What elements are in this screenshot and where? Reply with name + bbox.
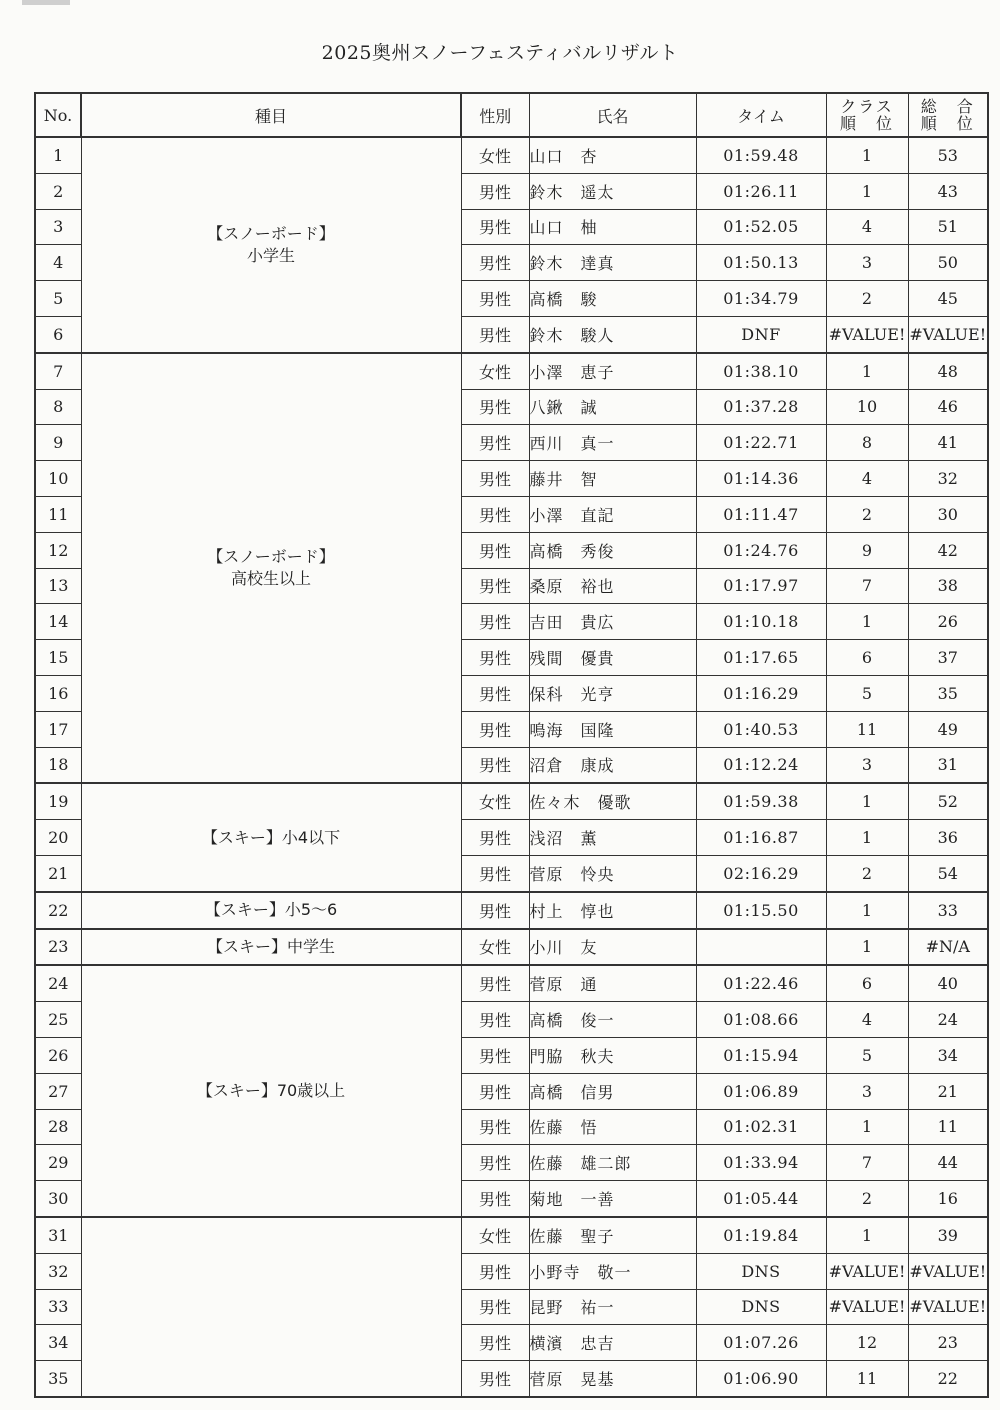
gender-cell: 男性 [461, 173, 529, 209]
time-cell: 01:17.97 [696, 568, 826, 604]
gender-cell: 男性 [461, 496, 529, 532]
row-number: 11 [35, 496, 81, 532]
name-cell: 村上 惇也 [529, 892, 696, 929]
header-class-rank-line2: 順 位 [839, 114, 894, 133]
row-number: 5 [35, 281, 81, 317]
event-category-line1: 【スキー】小4以下 [201, 827, 341, 847]
name-cell: 桑原 裕也 [529, 568, 696, 604]
name-cell: 高橋 秀俊 [529, 532, 696, 568]
name-cell: 藤井 智 [529, 461, 696, 497]
event-category-line2: 小学生 [246, 245, 295, 265]
class-rank-cell: 1 [826, 929, 908, 966]
class-rank-cell: 3 [826, 245, 908, 281]
scan-mark [22, 0, 70, 5]
row-number: 6 [35, 316, 81, 352]
class-rank-cell: #VALUE! [826, 316, 908, 352]
gender-cell: 男性 [461, 640, 529, 676]
name-cell: 小澤 恵子 [529, 353, 696, 389]
class-rank-cell: 2 [826, 1181, 908, 1217]
header-gender: 性別 [461, 93, 529, 137]
gender-cell: 男性 [461, 1361, 529, 1397]
table-row [35, 783, 988, 819]
row-number: 2 [35, 173, 81, 209]
overall-rank-cell: 39 [908, 1217, 988, 1253]
overall-rank-cell: 48 [908, 353, 988, 389]
overall-rank-cell: 52 [908, 783, 988, 819]
name-cell: 門脇 秋夫 [529, 1037, 696, 1073]
overall-rank-cell: 36 [908, 820, 988, 856]
time-cell: 01:16.87 [696, 820, 826, 856]
class-rank-cell: 3 [826, 1073, 908, 1109]
class-rank-cell: 4 [826, 461, 908, 497]
row-number: 28 [35, 1109, 81, 1145]
name-cell: 小野寺 敬一 [529, 1253, 696, 1289]
overall-rank-cell: 42 [908, 532, 988, 568]
row-number: 29 [35, 1145, 81, 1181]
event-category-line1: 【スノーボード】 [207, 547, 335, 567]
overall-rank-cell: 50 [908, 245, 988, 281]
table-row [35, 1217, 988, 1253]
time-cell: 01:07.26 [696, 1325, 826, 1361]
class-rank-cell: 6 [826, 965, 908, 1001]
event-category [81, 965, 461, 1217]
time-cell: 01:52.05 [696, 209, 826, 245]
row-number: 32 [35, 1253, 81, 1289]
event-category-line1: 【スノーボード】 [207, 223, 335, 243]
overall-rank-cell: 23 [908, 1325, 988, 1361]
class-rank-cell: 1 [826, 604, 908, 640]
overall-rank-cell: 34 [908, 1037, 988, 1073]
name-cell: 佐藤 悟 [529, 1109, 696, 1145]
row-number: 24 [35, 965, 81, 1001]
name-cell: 八鍬 誠 [529, 389, 696, 425]
event-category [81, 353, 461, 784]
gender-cell: 男性 [461, 425, 529, 461]
overall-rank-cell: #VALUE! [908, 1253, 988, 1289]
time-cell: 01:50.13 [696, 245, 826, 281]
row-number: 22 [35, 892, 81, 929]
row-number: 23 [35, 929, 81, 966]
row-number: 8 [35, 389, 81, 425]
gender-cell: 男性 [461, 1181, 529, 1217]
time-cell: 01:15.94 [696, 1037, 826, 1073]
gender-cell: 男性 [461, 855, 529, 891]
time-cell: DNF [696, 316, 826, 352]
name-cell: 小澤 直記 [529, 496, 696, 532]
class-rank-cell: 7 [826, 568, 908, 604]
class-rank-cell: 2 [826, 281, 908, 317]
time-cell: 01:22.71 [696, 425, 826, 461]
overall-rank-cell: 32 [908, 461, 988, 497]
gender-cell: 男性 [461, 281, 529, 317]
class-rank-cell: 1 [826, 137, 908, 173]
header-time: タイム [696, 93, 826, 137]
class-rank-cell: 11 [826, 711, 908, 747]
name-cell: 高橋 駿 [529, 281, 696, 317]
overall-rank-cell: 40 [908, 965, 988, 1001]
event-category [81, 1217, 461, 1397]
class-rank-cell: 1 [826, 783, 908, 819]
time-cell: DNS [696, 1253, 826, 1289]
gender-cell: 男性 [461, 1289, 529, 1325]
overall-rank-cell: 37 [908, 640, 988, 676]
name-cell: 浅沼 薫 [529, 820, 696, 856]
time-cell: 01:33.94 [696, 1145, 826, 1181]
time-cell: 01:37.28 [696, 389, 826, 425]
name-cell: 佐藤 聖子 [529, 1217, 696, 1253]
class-rank-cell: 4 [826, 1002, 908, 1038]
header-class-rank [826, 93, 908, 137]
header-class-rank-line1: クラス [840, 97, 894, 116]
row-number: 9 [35, 425, 81, 461]
time-cell: 01:06.90 [696, 1361, 826, 1397]
event-category-line1: 【スキー】小5～6 [204, 900, 338, 920]
event-category [81, 137, 461, 353]
class-rank-cell: 2 [826, 855, 908, 891]
event-category [81, 783, 461, 891]
name-cell: 菅原 通 [529, 965, 696, 1001]
row-number: 4 [35, 245, 81, 281]
table-row [35, 892, 988, 929]
time-cell: 01:34.79 [696, 281, 826, 317]
gender-cell: 男性 [461, 1253, 529, 1289]
time-cell: 01:05.44 [696, 1181, 826, 1217]
gender-cell: 男性 [461, 675, 529, 711]
time-cell: 01:02.31 [696, 1109, 826, 1145]
gender-cell: 女性 [461, 929, 529, 966]
overall-rank-cell: 33 [908, 892, 988, 929]
gender-cell: 女性 [461, 353, 529, 389]
event-category [81, 929, 461, 966]
time-cell: 02:16.29 [696, 855, 826, 891]
time-cell: 01:22.46 [696, 965, 826, 1001]
row-number: 25 [35, 1002, 81, 1038]
row-number: 7 [35, 353, 81, 389]
name-cell: 残間 優貴 [529, 640, 696, 676]
time-cell: 01:59.48 [696, 137, 826, 173]
row-number: 10 [35, 461, 81, 497]
time-cell: 01:19.84 [696, 1217, 826, 1253]
overall-rank-cell: 53 [908, 137, 988, 173]
class-rank-cell: 12 [826, 1325, 908, 1361]
gender-cell: 男性 [461, 245, 529, 281]
gender-cell: 男性 [461, 316, 529, 352]
row-number: 31 [35, 1217, 81, 1253]
overall-rank-cell: 26 [908, 604, 988, 640]
time-cell: 01:11.47 [696, 496, 826, 532]
class-rank-cell: 1 [826, 1217, 908, 1253]
time-cell: 01:26.11 [696, 173, 826, 209]
overall-rank-cell: 44 [908, 1145, 988, 1181]
class-rank-cell: 1 [826, 820, 908, 856]
name-cell: 西川 真一 [529, 425, 696, 461]
row-number: 20 [35, 820, 81, 856]
gender-cell: 男性 [461, 1325, 529, 1361]
header-event: 種目 [81, 93, 461, 137]
gender-cell: 男性 [461, 1109, 529, 1145]
row-number: 30 [35, 1181, 81, 1217]
class-rank-cell: 7 [826, 1145, 908, 1181]
time-cell: 01:17.65 [696, 640, 826, 676]
name-cell: 保科 光亨 [529, 675, 696, 711]
time-cell: 01:38.10 [696, 353, 826, 389]
name-cell: 昆野 祐一 [529, 1289, 696, 1325]
class-rank-cell: 1 [826, 173, 908, 209]
overall-rank-cell: 49 [908, 711, 988, 747]
gender-cell: 男性 [461, 568, 529, 604]
row-number: 35 [35, 1361, 81, 1397]
row-number: 17 [35, 711, 81, 747]
row-number: 21 [35, 855, 81, 891]
overall-rank-cell: 16 [908, 1181, 988, 1217]
overall-rank-cell: 35 [908, 675, 988, 711]
overall-rank-cell: 43 [908, 173, 988, 209]
name-cell: 菊地 一善 [529, 1181, 696, 1217]
overall-rank-cell: 21 [908, 1073, 988, 1109]
name-cell: 高橋 信男 [529, 1073, 696, 1109]
name-cell: 鈴木 達真 [529, 245, 696, 281]
class-rank-cell: #VALUE! [826, 1253, 908, 1289]
class-rank-cell: 3 [826, 747, 908, 783]
row-number: 26 [35, 1037, 81, 1073]
gender-cell: 女性 [461, 1217, 529, 1253]
time-cell: 01:15.50 [696, 892, 826, 929]
class-rank-cell: #VALUE! [826, 1289, 908, 1325]
table-row [35, 353, 988, 389]
overall-rank-cell: 31 [908, 747, 988, 783]
row-number: 13 [35, 568, 81, 604]
row-number: 34 [35, 1325, 81, 1361]
class-rank-cell: 8 [826, 425, 908, 461]
name-cell: 沼倉 康成 [529, 747, 696, 783]
class-rank-cell: 5 [826, 1037, 908, 1073]
overall-rank-cell: 41 [908, 425, 988, 461]
table-row [35, 929, 988, 966]
time-cell: 01:08.66 [696, 1002, 826, 1038]
gender-cell: 男性 [461, 389, 529, 425]
gender-cell: 男性 [461, 461, 529, 497]
time-cell: 01:59.38 [696, 783, 826, 819]
gender-cell: 男性 [461, 1073, 529, 1109]
overall-rank-cell: 45 [908, 281, 988, 317]
gender-cell: 女性 [461, 783, 529, 819]
overall-rank-cell: #VALUE! [908, 316, 988, 352]
time-cell: 01:40.53 [696, 711, 826, 747]
class-rank-cell: 6 [826, 640, 908, 676]
overall-rank-cell: 22 [908, 1361, 988, 1397]
class-rank-cell: 10 [826, 389, 908, 425]
time-cell: 01:06.89 [696, 1073, 826, 1109]
class-rank-cell: 1 [826, 892, 908, 929]
overall-rank-cell: 54 [908, 855, 988, 891]
row-number: 19 [35, 783, 81, 819]
overall-rank-cell: 24 [908, 1002, 988, 1038]
event-category-line1: 【スキー】中学生 [206, 936, 335, 956]
gender-cell: 男性 [461, 209, 529, 245]
header-overall-rank [908, 93, 988, 137]
gender-cell: 男性 [461, 965, 529, 1001]
name-cell: 佐藤 雄二郎 [529, 1145, 696, 1181]
overall-rank-cell: 46 [908, 389, 988, 425]
gender-cell: 男性 [461, 711, 529, 747]
row-number: 14 [35, 604, 81, 640]
name-cell: 高橋 俊一 [529, 1002, 696, 1038]
class-rank-cell: 5 [826, 675, 908, 711]
time-cell: 01:14.36 [696, 461, 826, 497]
table-row [35, 965, 988, 1001]
row-number: 15 [35, 640, 81, 676]
class-rank-cell: 4 [826, 209, 908, 245]
overall-rank-cell: #N/A [908, 929, 988, 966]
row-number: 27 [35, 1073, 81, 1109]
row-number: 18 [35, 747, 81, 783]
name-cell: 菅原 晃基 [529, 1361, 696, 1397]
overall-rank-cell: 11 [908, 1109, 988, 1145]
table-row [35, 137, 988, 173]
row-number: 1 [35, 137, 81, 173]
header-overall-rank-line2: 順 位 [920, 114, 975, 133]
name-cell: 横濱 忠吉 [529, 1325, 696, 1361]
time-cell [696, 929, 826, 966]
time-cell: 01:24.76 [696, 532, 826, 568]
row-number: 12 [35, 532, 81, 568]
class-rank-cell: 1 [826, 353, 908, 389]
name-cell: 小川 友 [529, 929, 696, 966]
overall-rank-cell: 30 [908, 496, 988, 532]
name-cell: 鈴木 駿人 [529, 316, 696, 352]
gender-cell: 男性 [461, 892, 529, 929]
class-rank-cell: 11 [826, 1361, 908, 1397]
gender-cell: 男性 [461, 1145, 529, 1181]
time-cell: 01:10.18 [696, 604, 826, 640]
header-row [35, 93, 988, 137]
overall-rank-cell: 51 [908, 209, 988, 245]
row-number: 33 [35, 1289, 81, 1325]
time-cell: 01:16.29 [696, 675, 826, 711]
class-rank-cell: 2 [826, 496, 908, 532]
results-table [34, 92, 989, 1398]
header-overall-rank-line1: 総 合 [920, 97, 975, 116]
time-cell: DNS [696, 1289, 826, 1325]
event-category-line2: 高校生以上 [230, 569, 311, 589]
time-cell: 01:12.24 [696, 747, 826, 783]
gender-cell: 男性 [461, 604, 529, 640]
header-no: No. [35, 93, 81, 137]
name-cell: 鳴海 国隆 [529, 711, 696, 747]
name-cell: 山口 杏 [529, 137, 696, 173]
name-cell: 菅原 怜央 [529, 855, 696, 891]
gender-cell: 男性 [461, 820, 529, 856]
gender-cell: 男性 [461, 532, 529, 568]
row-number: 16 [35, 675, 81, 711]
name-cell: 鈴木 遥太 [529, 173, 696, 209]
page-title: 2025奥州スノーフェスティバルリザルト [321, 42, 679, 64]
name-cell: 吉田 貴広 [529, 604, 696, 640]
gender-cell: 男性 [461, 747, 529, 783]
gender-cell: 男性 [461, 1037, 529, 1073]
row-number: 3 [35, 209, 81, 245]
overall-rank-cell: #VALUE! [908, 1289, 988, 1325]
name-cell: 佐々木 優歌 [529, 783, 696, 819]
event-category-line1: 【スキー】70歳以上 [196, 1081, 346, 1101]
gender-cell: 女性 [461, 137, 529, 173]
event-category [81, 892, 461, 929]
gender-cell: 男性 [461, 1002, 529, 1038]
overall-rank-cell: 38 [908, 568, 988, 604]
name-cell: 山口 柚 [529, 209, 696, 245]
class-rank-cell: 9 [826, 532, 908, 568]
header-name: 氏名 [529, 93, 696, 137]
class-rank-cell: 1 [826, 1109, 908, 1145]
